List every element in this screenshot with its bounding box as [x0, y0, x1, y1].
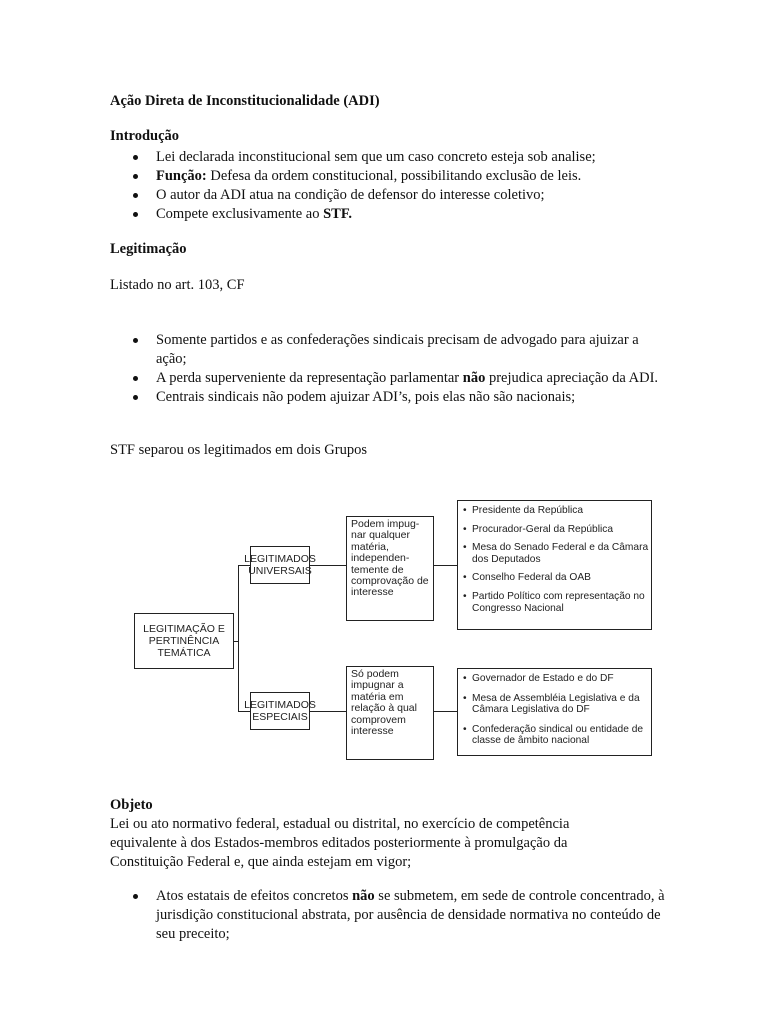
universal-label: LEGITIMADOS UNIVERSAIS	[244, 553, 316, 577]
special-desc: Só podem impugnar a matéria em relação à qual comprovem interesse	[351, 668, 417, 738]
universal-box	[244, 546, 316, 584]
legitimacao-item: A perda superveniente da representação parlamentar não prejudica apreciação da ADI.	[112, 369, 672, 388]
objeto-list	[112, 887, 672, 944]
special-label: LEGITIMADOS ESPECIAIS	[244, 699, 316, 723]
special-list-box	[457, 668, 652, 756]
connector-line	[434, 711, 457, 712]
universal-list-item: • Presidente da República	[460, 505, 649, 517]
legitimacao-list	[112, 331, 672, 407]
intro-item: Compete exclusivamente ao STF.	[112, 205, 672, 224]
legitimacao-heading: Legitimação	[110, 241, 187, 257]
universal-desc: Podem impug- nar qualquer matéria, independen- temente de comprovação de interesse	[351, 518, 429, 599]
legitimacao-listed: Listado no art. 103, CF	[110, 277, 245, 293]
root-box	[134, 613, 234, 669]
legitimacao-item: Centrais sindicais não podem ajuizar ADI’s, pois elas não são nacionais;	[112, 388, 672, 407]
intro-item: O autor da ADI atua na condição de defensor do interesse coletivo;	[112, 186, 672, 205]
intro-heading: Introdução	[110, 128, 180, 144]
intro-item: Lei declarada inconstitucional sem que um caso concreto esteja sob analise;	[112, 148, 672, 167]
connector-line	[238, 565, 239, 711]
special-list-item: • Governador de Estado e do DF	[460, 673, 649, 685]
connector-line	[434, 565, 457, 566]
root-label: LEGITIMAÇÃO E PERTINÊNCIA TEMÁTICA	[143, 623, 225, 659]
universal-list-item: • Mesa do Senado Federal e da Câmara dos Deputados	[460, 542, 649, 565]
special-list-item: • Mesa de Assembléia Legislativa e da Câmara Legislativa do DF	[460, 693, 649, 716]
universal-list-item: • Procurador-Geral da República	[460, 524, 649, 536]
universal-list-box	[457, 500, 652, 630]
special-box	[244, 692, 316, 730]
special-desc-box	[346, 666, 434, 760]
groups-text: STF separou os legitimados em dois Grupos	[110, 442, 367, 458]
universal-list-item: • Conselho Federal da OAB	[460, 572, 649, 584]
objeto-text: Lei ou ato normativo federal, estadual ou distrital, no exercício de competência equivalente à dos Estados-membros editados posteriormente à promulgação da Constituição Federal e, que ainda estejam em vigor;	[110, 816, 570, 870]
universal-list-item: • Partido Político com representação no Congresso Nacional	[460, 591, 649, 614]
universal-desc-box	[346, 516, 434, 621]
intro-list	[112, 148, 672, 224]
document-title: Ação Direta de Inconstitucionalidade (ADI)	[110, 93, 380, 109]
objeto-heading: Objeto	[110, 797, 153, 813]
special-list-item: • Confederação sindical ou entidade de classe de âmbito nacional	[460, 724, 649, 747]
legitimacao-item: Somente partidos e as confederações sindicais precisam de advogado para ajuizar a ação;	[112, 331, 672, 369]
objeto-item: Atos estatais de efeitos concretos não se submetem, em sede de controle concentrado, à jurisdição constitucional abstrata, por ausência de densidade normativa no conteúdo de seu preceito;	[112, 887, 672, 944]
intro-item: Função: Defesa da ordem constitucional, possibilitando exclusão de leis.	[112, 167, 672, 186]
